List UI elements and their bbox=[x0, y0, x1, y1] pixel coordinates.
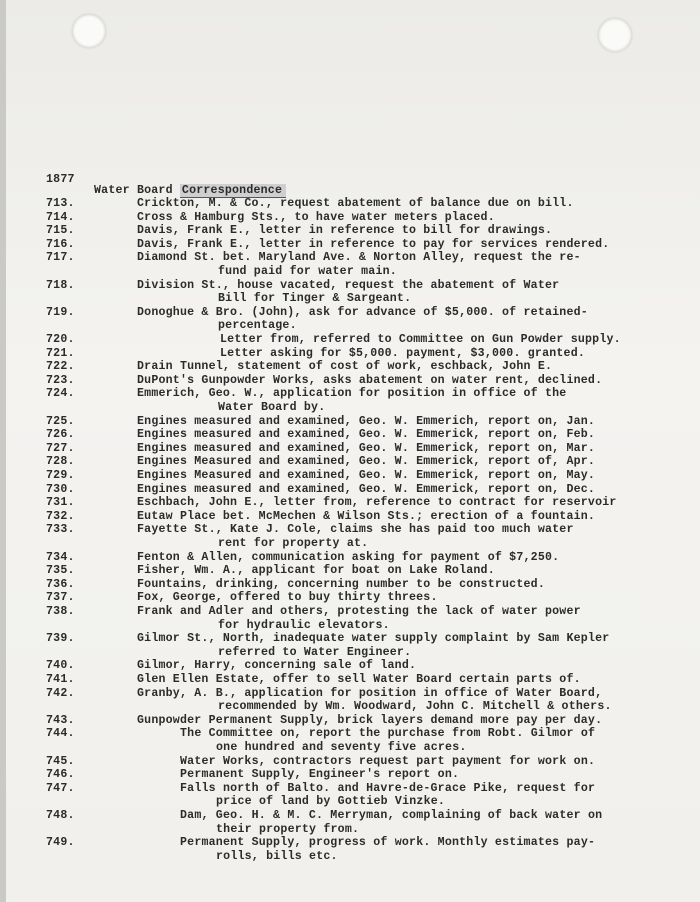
entry-text: Cross & Hamburg Sts., to have water meters placed. bbox=[137, 210, 495, 224]
entry-text: Engines measured and examined, Geo. W. Emmerick, report on, Mar. bbox=[137, 441, 596, 455]
entry-number: 736. bbox=[46, 577, 75, 591]
entry-text-continuation: rolls, bills etc. bbox=[216, 849, 338, 863]
entry-text-continuation: referred to Water Engineer. bbox=[218, 645, 412, 659]
entry-number: 724. bbox=[46, 387, 75, 401]
entry-text: Permanent Supply, Engineer's report on. bbox=[180, 768, 460, 782]
entry-text: Gunpowder Permanent Supply, brick layers demand more pay per day. bbox=[137, 713, 603, 727]
entry-text: Gilmor St., North, inadequate water supply complaint by Sam Kepler bbox=[137, 632, 610, 646]
entry-text: Engines measured and examined, Geo. W. Emmerick, report on, Feb. bbox=[137, 428, 596, 442]
entry-text: Fox, George, offered to buy thirty threes. bbox=[137, 591, 438, 605]
entry-text: Crickton, M. & Co., request abatement of balance due on bill. bbox=[137, 197, 574, 210]
entry-text-continuation: percentage. bbox=[218, 319, 297, 333]
entry-number: 733. bbox=[46, 523, 75, 537]
entry-number: 718. bbox=[46, 278, 75, 292]
entry-number: 716. bbox=[46, 237, 75, 251]
entry-text: The Committee on, report the purchase from Robt. Gilmor of bbox=[180, 727, 596, 741]
entry-number: 725. bbox=[46, 414, 75, 428]
entry-text: Emmerich, Geo. W., application for position in office of the bbox=[137, 387, 567, 401]
year-label: 1877 bbox=[46, 173, 75, 186]
entry-number: 714. bbox=[46, 210, 75, 224]
entry-text: Diamond St. bet. Maryland Ave. & Norton Alley, request the re- bbox=[137, 251, 581, 265]
entry-text: DuPont's Gunpowder Works, asks abatement on water rent, declined. bbox=[137, 373, 603, 387]
entry-text-continuation: fund paid for water main. bbox=[218, 265, 397, 278]
entry-number: 738. bbox=[46, 605, 75, 618]
entry-text: Fisher, Wm. A., applicant for boat on Lake Roland. bbox=[137, 564, 495, 578]
entry-number: 735. bbox=[46, 564, 75, 578]
entry-text: Letter from, referred to Committee on Gun Powder supply. bbox=[220, 333, 621, 346]
punch-hole-left bbox=[72, 14, 106, 48]
entry-number: 715. bbox=[46, 224, 75, 238]
entry-text: Falls north of Balto. and Havre-de-Grace Pike, request for bbox=[180, 781, 596, 795]
entry-number: 746. bbox=[46, 768, 75, 782]
entry-number: 717. bbox=[46, 251, 75, 265]
entry-text: Donoghue & Bro. (John), ask for advance of $5,000. of retained- bbox=[137, 305, 588, 319]
entry-number: 719. bbox=[46, 305, 75, 319]
entry-text: Letter asking for $5,000. payment, $3,000. granted. bbox=[220, 346, 586, 360]
entry-text: Gilmor, Harry, concerning sale of land. bbox=[137, 659, 417, 673]
entry-text: Davis, Frank E., letter in reference to bill for drawings. bbox=[137, 224, 553, 238]
punch-hole-right bbox=[598, 18, 632, 52]
entry-text: Davis, Frank E., letter in reference to pay for services rendered. bbox=[137, 237, 610, 251]
entry-text: Dam, Geo. H. & M. C. Merryman, complaining of back water on bbox=[180, 809, 603, 822]
entry-text-continuation: one hundred and seventy five acres. bbox=[216, 741, 467, 754]
entry-number: 743. bbox=[46, 713, 75, 727]
entry-number: 726. bbox=[46, 428, 75, 442]
entry-text-continuation: rent for property at. bbox=[218, 537, 369, 550]
entry-text: Eutaw Place bet. McMechen & Wilson Sts.; erection of a fountain. bbox=[137, 509, 596, 523]
document-page bbox=[6, 0, 700, 902]
entry-number: 721. bbox=[46, 346, 75, 360]
entry-text-continuation: Water Board by. bbox=[218, 401, 326, 414]
entry-number: 737. bbox=[46, 591, 75, 605]
entry-number: 747. bbox=[46, 781, 75, 795]
entry-number: 728. bbox=[46, 455, 75, 469]
entry-text-continuation: for hydraulic elevators. bbox=[218, 618, 390, 632]
entry-text: Glen Ellen Estate, offer to sell Water Board certain parts of. bbox=[137, 673, 581, 686]
entry-text: Permanent Supply, progress of work. Monthly estimates pay- bbox=[180, 836, 596, 850]
entry-number: 739. bbox=[46, 632, 75, 646]
heading-prefix: Water Board bbox=[94, 184, 173, 197]
entry-text: Eschbach, John E., letter from, reference to contract for reservoir bbox=[137, 496, 617, 510]
entry-number: 722. bbox=[46, 360, 75, 374]
entry-number: 749. bbox=[46, 836, 75, 850]
entry-text: Fayette St., Kate J. Cole, claims she has paid too much water bbox=[137, 523, 574, 537]
entry-number: 744. bbox=[46, 727, 75, 741]
entry-number: 740. bbox=[46, 659, 75, 673]
entry-text-continuation: their property from. bbox=[216, 822, 360, 836]
entry-number: 745. bbox=[46, 754, 75, 768]
entry-text: Division St., house vacated, request the abatement of Water bbox=[137, 278, 560, 292]
entry-text: Water Works, contractors request part payment for work on. bbox=[180, 754, 596, 768]
heading-highlight: Correspondence bbox=[180, 184, 286, 198]
entry-text: Engines Measured and examined, Geo. W. Emmerick, report on, May. bbox=[137, 469, 596, 482]
entry-text: Granby, A. B., application for position in office of Water Board, bbox=[137, 686, 603, 700]
entry-text: Drain Tunnel, statement of cost of work, eschback, John E. bbox=[137, 360, 553, 374]
entry-text: Engines Measured and examined, Geo. W. Emmerick, report of, Apr. bbox=[137, 455, 596, 469]
entry-number: 731. bbox=[46, 496, 75, 510]
entry-text: Fenton & Allen, communication asking for payment of $7,250. bbox=[137, 550, 560, 564]
entry-number: 720. bbox=[46, 333, 75, 346]
entry-text-continuation: price of land by Gottieb Vinzke. bbox=[216, 795, 446, 809]
entry-number: 734. bbox=[46, 550, 75, 564]
entry-number: 729. bbox=[46, 469, 75, 482]
entry-number: 748. bbox=[46, 809, 75, 822]
entry-text: Engines measured and examined, Geo. W. Emmerick, report on, Dec. bbox=[137, 482, 596, 496]
entry-number: 727. bbox=[46, 441, 75, 455]
entry-number: 730. bbox=[46, 482, 75, 496]
entry-number: 723. bbox=[46, 373, 75, 387]
entry-text: Frank and Adler and others, protesting the lack of water power bbox=[137, 605, 581, 618]
entry-text: Fountains, drinking, concerning number to be constructed. bbox=[137, 577, 545, 591]
entry-text-continuation: Bill for Tinger & Sargeant. bbox=[218, 292, 412, 306]
entry-number: 741. bbox=[46, 673, 75, 686]
section-heading bbox=[94, 184, 286, 197]
entry-number: 713. bbox=[46, 197, 75, 210]
entry-number: 732. bbox=[46, 509, 75, 523]
entry-number: 742. bbox=[46, 686, 75, 700]
entry-text: Engines measured and examined, Geo. W. Emmerich, report on, Jan. bbox=[137, 414, 596, 428]
entry-text-continuation: recommended by Wm. Woodward, John C. Mitchell & others. bbox=[218, 700, 612, 714]
